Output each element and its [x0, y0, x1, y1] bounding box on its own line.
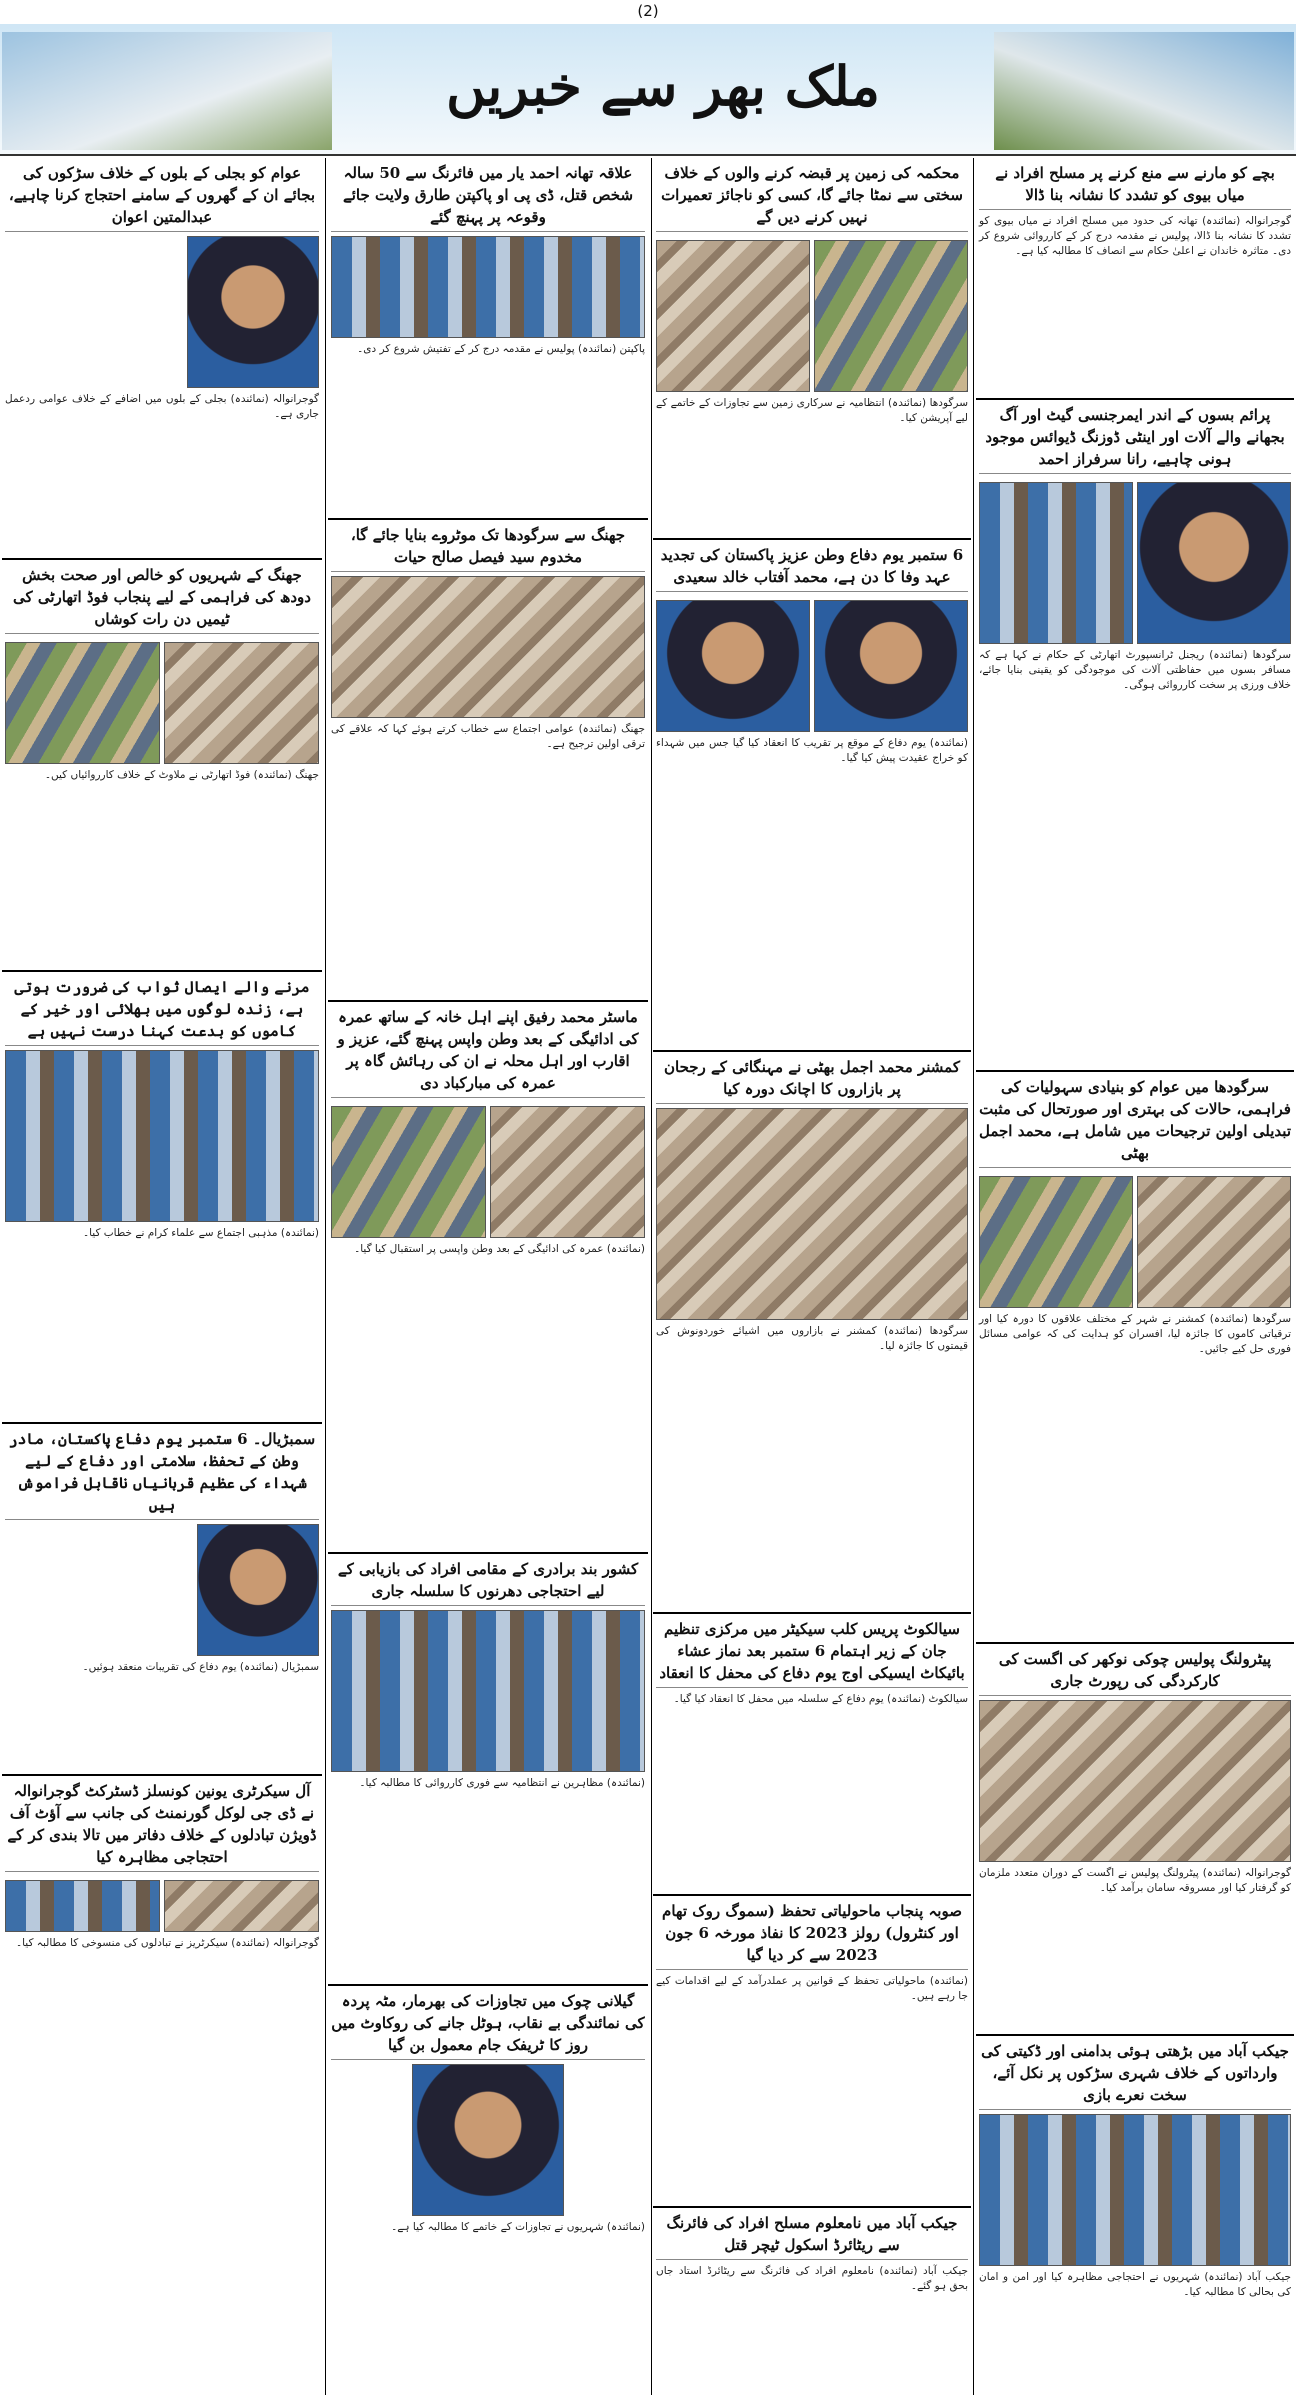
news-photo [656, 1108, 968, 1320]
column-4 [2, 158, 322, 2395]
news-article [2, 158, 322, 560]
portrait-photo [197, 1524, 319, 1656]
article-headline: صوبہ پنجاب ماحولیاتی تحفظ (سموگ روک تھام اور کنٹرول) رولز 2023 کا نفاذ مورخہ 6 جون 2023 سے کر دیا گیا [656, 1900, 968, 1970]
article-body: جھنگ (نمائندہ) عوامی اجتماع سے خطاب کرتے ہوئے کہا کہ علاقے کی ترقی اولین ترجیح ہے۔ [331, 723, 645, 750]
masthead [0, 24, 1296, 156]
article-body: (نمائندہ) مظاہرین نے انتظامیہ سے فوری کارروائی کا مطالبہ کیا۔ [359, 1777, 645, 1789]
news-photo [5, 1050, 319, 1222]
news-article [2, 1776, 322, 2395]
article-headline: جیکب آباد میں نامعلوم مسلح افراد کی فائرنگ سے ریٹائرڈ اسکول ٹیچر قتل [656, 2212, 968, 2260]
news-article [976, 400, 1294, 1072]
article-body: (نمائندہ) یوم دفاع کے موقع پر تقریب کا انعقاد کیا گیا جس میں شہداء کو خراج عقیدت پیش کیا گیا۔ [656, 737, 968, 764]
news-photo [331, 236, 645, 338]
article-body: پاکپتن (نمائندہ) پولیس نے مقدمہ درج کر کے تفتیش شروع کر دی۔ [357, 343, 645, 355]
article-body: گوجرانوالہ (نمائندہ) تھانہ کی حدود میں مسلح افراد نے میاں بیوی کو تشدد کا نشانہ بنا ڈالا، پولیس نے مقدمہ درج کر کے کارروائی شروع کر دی۔ متاثرہ خاندان نے اعلیٰ حکام سے انصاف کا مطالبہ کیا ہے۔ [979, 215, 1291, 257]
article-body: جھنگ (نمائندہ) فوڈ اتھارٹی نے ملاوٹ کے خلاف کارروائیاں کیں۔ [44, 769, 319, 781]
article-body: (نمائندہ) عمرہ کی ادائیگی کے بعد وطن واپسی پر استقبال کیا گیا۔ [354, 1243, 645, 1255]
portrait-photo [1137, 482, 1291, 644]
landmarks-collage-right [994, 32, 1294, 150]
page-number: (2) [637, 2, 659, 20]
article-headline: گیلانی چوک میں تجاوزات کی بھرمار، مٹہ پردہ کی نمائندگی بے نقاب، ہوٹل جانے کی روکاوٹ میں روز کا ٹریفک جام معمول بن گیا [331, 1990, 645, 2060]
news-photo [979, 1700, 1291, 1862]
article-headline: جھنگ کے شہریوں کو خالص اور صحت بخش دودھ کی فراہمی کے لیے پنجاب فوڈ اتھارٹی کی ٹیمیں دن رات کوشاں [5, 564, 319, 634]
article-body: سیالکوٹ (نمائندہ) یوم دفاع کے سلسلہ میں محفل کا انعقاد کیا گیا۔ [673, 1693, 968, 1705]
article-headline: جھنگ سے سرگودھا تک موٹروے بنایا جائے گا، مخدوم سید فیصل صالح حیات [331, 524, 645, 572]
article-headline: آل سیکرٹری یونین کونسلز ڈسٹرکٹ گوجرانوالہ نے ڈی جی لوکل گورنمنٹ کی جانب سے آؤٹ آف ڈویژن تبادلوں کے خلاف دفاتر میں تالا بندی کر کے احتجاجی مظاہرہ کیا [5, 1780, 319, 1872]
news-photo [164, 1880, 319, 1932]
article-headline: سرگودھا میں عوام کو بنیادی سہولیات کی فراہمی، حالات کی بہتری اور صورتحال کی مثبت تبدیلی اولین ترجیحات میں شامل ہے، محمد اجمل بھٹی [979, 1076, 1291, 1168]
news-article [328, 520, 648, 1002]
news-photo [656, 240, 810, 392]
article-headline: 6 ستمبر یوم دفاع وطن عزیز پاکستان کی تجدید عہد وفا کا دن ہے، محمد آفتاب خالد سعیدی [656, 544, 968, 592]
article-body: (نمائندہ) شہریوں نے تجاوزات کے خاتمے کا مطالبہ کیا ہے۔ [391, 2221, 645, 2233]
news-photo [979, 482, 1133, 644]
news-article [328, 158, 648, 520]
article-body: گوجرانوالہ (نمائندہ) پیٹرولنگ پولیس نے اگست کے دوران متعدد ملزمان کو گرفتار کیا اور مسروقہ سامان برآمد کیا۔ [979, 1867, 1291, 1894]
column-2 [653, 158, 971, 2395]
news-photo [331, 1106, 486, 1238]
news-photo [814, 240, 968, 392]
article-headline: ماسٹر محمد رفیق اپنے اہل خانہ کے ساتھ عمرہ کی ادائیگی کے بعد وطن واپس پہنچ گئے، عزیز و اقارب اور اہل محلہ نے ان کی رہائش گاہ پر عمرہ کی مبارکباد دی [331, 1006, 645, 1098]
news-article [653, 540, 971, 1052]
news-article [2, 560, 322, 972]
article-body: جیکب آباد (نمائندہ) نامعلوم افراد کی فائرنگ سے ریٹائرڈ استاد جاں بحق ہو گئے۔ [656, 2265, 968, 2292]
portrait-photo [656, 600, 810, 732]
article-headline: مرنے والے ایصال ثواب کی ضرورت ہوتی ہے، زندہ لوگوں میں بھلائی اور خیر کے کاموں کو بدعت کہنا درست نہیں ہے [5, 976, 319, 1046]
news-photo [5, 1880, 160, 1932]
news-article [653, 158, 971, 540]
news-article [653, 1052, 971, 1614]
news-article [976, 1644, 1294, 2036]
news-article [328, 1002, 648, 1554]
article-headline: سیالکوٹ پریس کلب سیکیٹر میں مرکزی تنظیم جان کے زیر اہتمام 6 ستمبر بعد نماز عشاء بائیکاٹ ایسیکی اوج یوم دفاع کی محفل کا انعقاد [656, 1618, 968, 1688]
news-article [653, 2208, 971, 2395]
article-headline: کشور بند برادری کے مقامی افراد کی بازیابی کے لیے احتجاجی دھرنوں کا سلسلہ جاری [331, 1558, 645, 1606]
article-body: جیکب آباد (نمائندہ) شہریوں نے احتجاجی مظاہرہ کیا اور امن و امان کی بحالی کا مطالبہ کیا۔ [979, 2271, 1291, 2298]
article-headline: کمشنر محمد اجمل بھٹی نے مہنگائی کے رجحان پر بازاروں کا اچانک دورہ کیا [656, 1056, 968, 1104]
news-article [2, 972, 322, 1424]
article-headline: پرائم بسوں کے اندر ایمرجنسی گیٹ اور آگ بجھانے والے آلات اور اینٹی ڈوزنگ ڈیوائس موجود ہونی چاہیے، رانا سرفراز احمد [979, 404, 1291, 474]
article-body: سرگودھا (نمائندہ) کمشنر نے بازاروں میں اشیائے خوردونوش کی قیمتوں کا جائزہ لیا۔ [656, 1325, 968, 1352]
news-photo [979, 2114, 1291, 2266]
article-body: سرگودھا (نمائندہ) کمشنر نے شہر کے مختلف علاقوں کا دورہ کیا اور ترقیاتی کاموں کا جائزہ لیا، افسران کو ہدایت کی کہ عوامی مسائل فوری حل کیے جائیں۔ [979, 1313, 1291, 1355]
news-article [653, 1614, 971, 1896]
masthead-title: ملک بھر سے خبریں [446, 54, 880, 118]
article-headline: پیٹرولنگ پولیس چوکی نوکھر کی اگست کی کارکردگی کی رپورٹ جاری [979, 1648, 1291, 1696]
column-divider [325, 158, 326, 2395]
news-photo [164, 642, 319, 764]
news-photo [331, 1610, 645, 1772]
article-body: (نمائندہ) مذہبی اجتماع سے علماء کرام نے خطاب کیا۔ [82, 1227, 319, 1239]
news-photo [1137, 1176, 1291, 1308]
news-article [2, 1424, 322, 1776]
news-article [976, 1072, 1294, 1644]
news-photo [979, 1176, 1133, 1308]
article-headline: جیکب آباد میں بڑھتی ہوئی بدامنی اور ڈکیتی کی وارداتوں کے خلاف شہری سڑکوں پر نکل آئے، سخت نعرے بازی [979, 2040, 1291, 2110]
portrait-photo [412, 2064, 564, 2216]
article-headline: محکمہ کی زمین پر قبضہ کرنے والوں کے خلاف سختی سے نمٹا جائے گا، کسی کو ناجائز تعمیرات نہیں کرنے دیں گے [656, 162, 968, 232]
news-article [653, 1896, 971, 2208]
portrait-photo [187, 236, 319, 388]
article-headline: علاقہ تھانہ احمد یار میں فائرنگ سے 50 سالہ شخص قتل، ڈی پی او پاکپتن طارق ولایت جائے وقوعہ پر پہنچ گئے [331, 162, 645, 232]
column-1 [976, 158, 1294, 2395]
article-headline: عوام کو بجلی کے بلوں کے خلاف سڑکوں کی بجائے ان کے گھروں کے سامنے احتجاج کرنا چاہیے، عبدالمتین اعوان [5, 162, 319, 232]
portrait-photo [814, 600, 968, 732]
article-body: گوجرانوالہ (نمائندہ) سیکرٹریز نے تبادلوں کی منسوخی کا مطالبہ کیا۔ [15, 1937, 319, 1949]
article-headline: بچے کو مارنے سے منع کرنے پر مسلح افراد نے میاں بیوی کو تشدد کا نشانہ بنا ڈالا [979, 162, 1291, 210]
news-article [328, 1986, 648, 2395]
article-body: (نمائندہ) ماحولیاتی تحفظ کے قوانین پر عملدرآمد کے لیے اقدامات کیے جا رہے ہیں۔ [656, 1975, 968, 2002]
column-divider [973, 158, 974, 2395]
news-article [976, 2036, 1294, 2395]
news-article [328, 1554, 648, 1986]
news-photo [331, 576, 645, 718]
news-photo [5, 642, 160, 764]
landmarks-collage-left [2, 32, 332, 150]
article-body: سرگودھا (نمائندہ) ریجنل ٹرانسپورٹ اتھارٹی کے حکام نے کہا ہے کہ مسافر بسوں میں حفاظتی آلات کی موجودگی کو یقینی بنایا جائے، خلاف ورزی پر سخت کارروائی ہوگی۔ [979, 649, 1291, 691]
article-body: سمبڑیال (نمائندہ) یوم دفاع کی تقریبات منعقد ہوئیں۔ [82, 1661, 319, 1673]
article-headline: سمبڑیال۔ 6 ستمبر یوم دفاع پاکستان، مادر وطن کے تحفظ، سلامتی اور دفاع کے لیے شہداء کی عظیم قربانیاں ناقابل فراموش ہیں [5, 1428, 319, 1520]
article-body: سرگودھا (نمائندہ) انتظامیہ نے سرکاری زمین سے تجاوزات کے خاتمے کے لیے آپریشن کیا۔ [656, 397, 968, 424]
article-body: گوجرانوالہ (نمائندہ) بجلی کے بلوں میں اضافے کے خلاف عوامی ردعمل جاری ہے۔ [5, 393, 319, 420]
news-photo [490, 1106, 645, 1238]
column-divider [651, 158, 652, 2395]
column-3 [328, 158, 648, 2395]
news-article [976, 158, 1294, 400]
